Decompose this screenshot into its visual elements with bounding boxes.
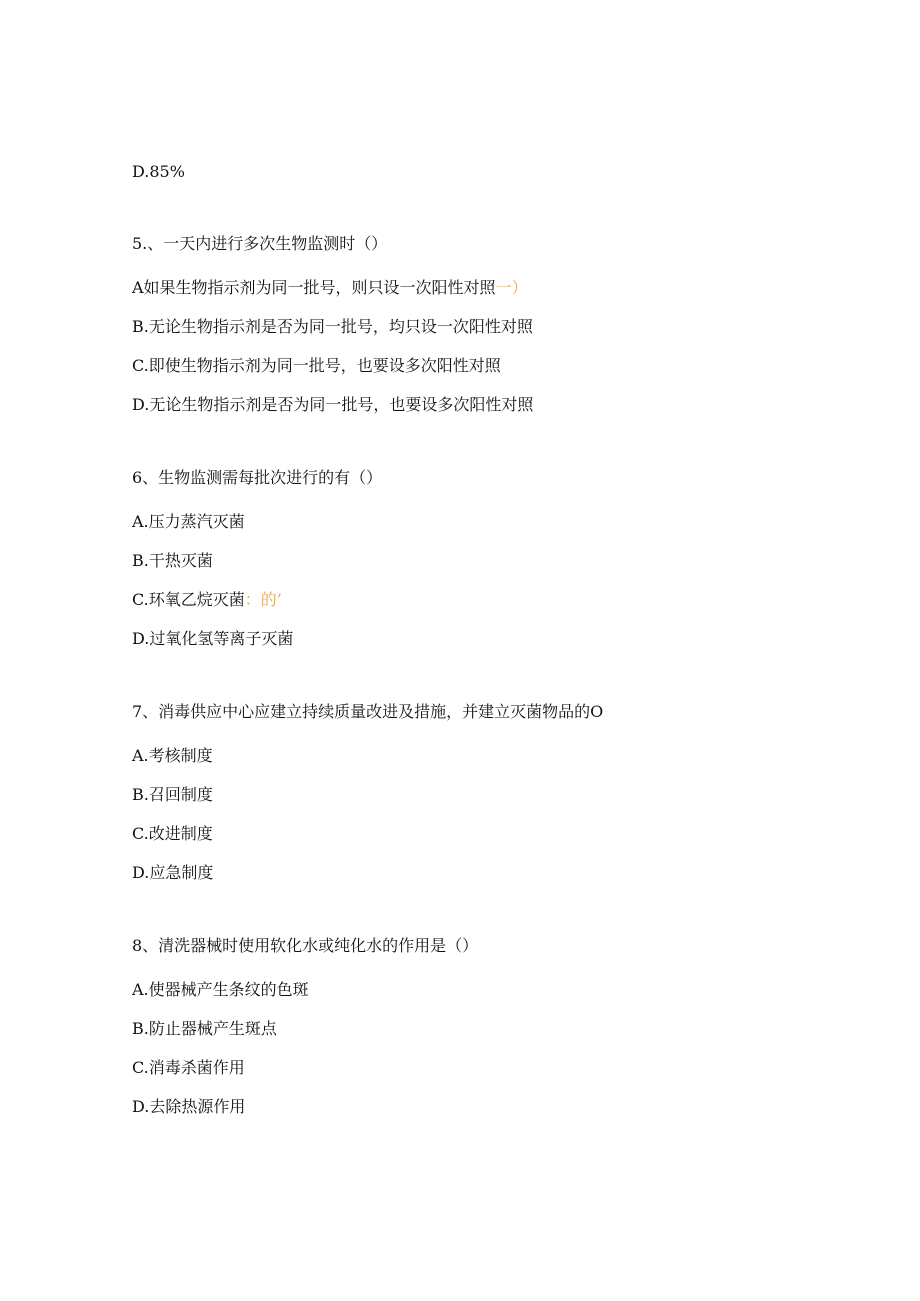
question-7-option-c: C.改进制度 — [132, 824, 213, 843]
question-8-option-b: B.防止器械产生斑点 — [132, 1019, 277, 1038]
question-5-option-c: C.即使生物指示剂为同一批号，也要设多次阳性对照 — [132, 356, 501, 375]
question-7-option-b: B.召回制度 — [132, 785, 213, 804]
question-5-option-b: B.无论生物指示剂是否为同一批号，均只设一次阳性对照 — [132, 317, 533, 336]
question-6-option-c — [132, 590, 282, 610]
question-5-option-d: D.无论生物指示剂是否为同一批号，也要设多次阳性对照 — [132, 395, 534, 414]
question-6-option-b: B.干热灭菌 — [132, 551, 213, 570]
question-7-option-d: D.应急制度 — [132, 863, 214, 882]
question-6-option-a: A.压力蒸汽灭菌 — [132, 512, 245, 531]
question-8-stem: 8、清洗器械时使用软化水或纯化水的作用是（） — [132, 936, 479, 955]
question-6-stem: 6、生物监测需每批次进行的有（） — [132, 468, 383, 487]
question-5-option-a — [132, 278, 528, 298]
question-7-stem: 7、消毒供应中心应建立持续质量改进及措施，并建立灭菌物品的O — [132, 702, 604, 721]
question-8-option-d: D.去除热源作用 — [132, 1097, 246, 1116]
previous-question-option-d: D.85% — [132, 162, 185, 181]
stray-mark: ：的’ — [244, 590, 282, 609]
question-8-option-a: A.使器械产生条纹的色斑 — [132, 980, 309, 999]
question-8-option-c: C.消毒杀菌作用 — [132, 1058, 245, 1077]
question-6-option-d: D.过氧化氢等离子灭菌 — [132, 629, 294, 648]
question-7-option-a: A.考核制度 — [132, 746, 213, 765]
stray-mark: 一） — [495, 278, 528, 297]
question-5-stem: 5.、一天内进行多次生物监测时（） — [132, 234, 388, 253]
option-text: C.环氧乙烷灭菌 — [132, 590, 245, 609]
option-text: A如果生物指示剂为同一批号，则只设一次阳性对照 — [132, 278, 496, 297]
